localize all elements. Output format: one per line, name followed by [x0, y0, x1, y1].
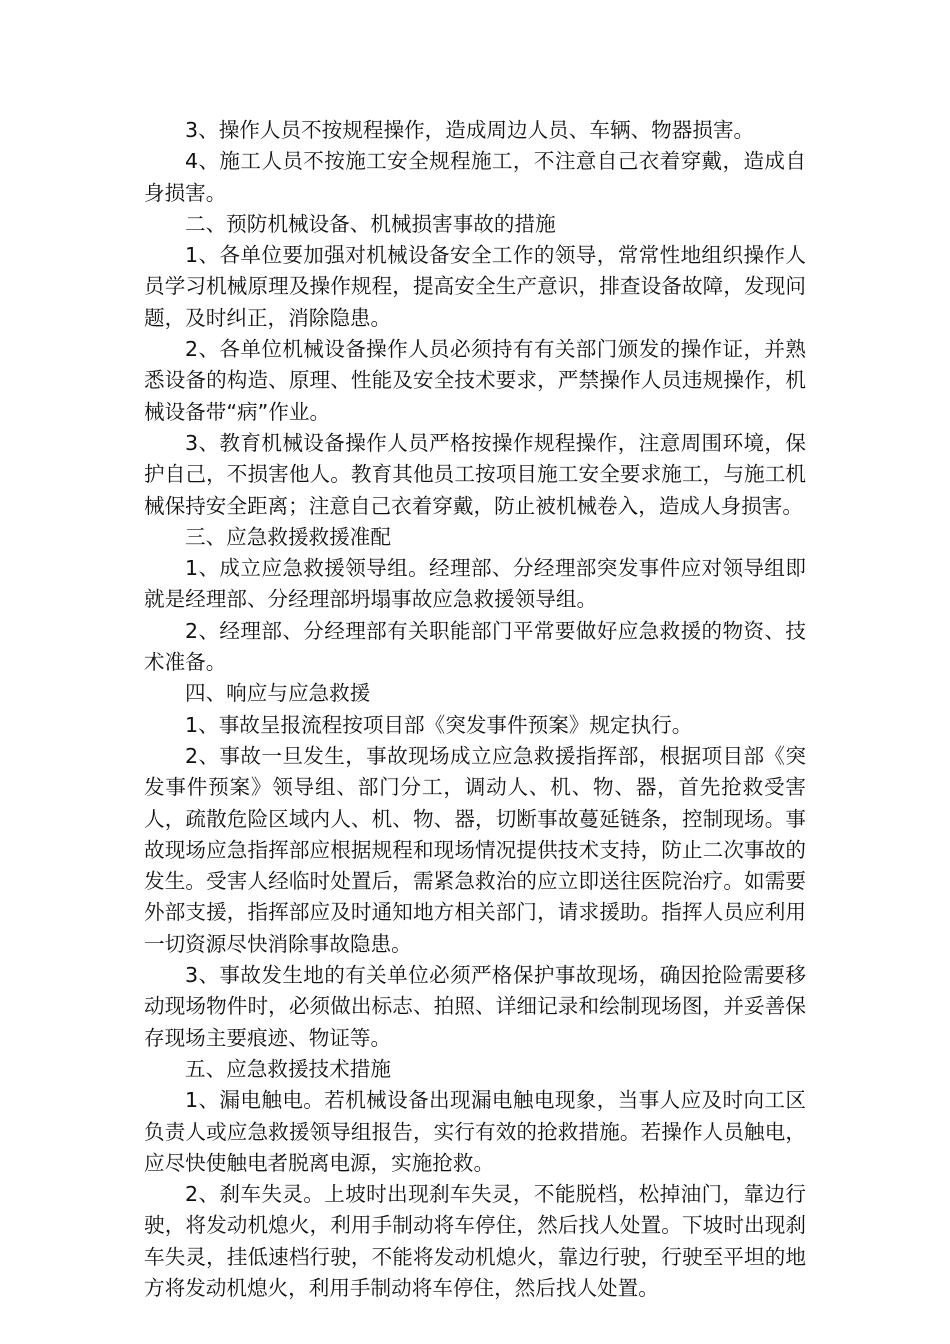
- list-item-paragraph: 3、教育机械设备操作人员严格按操作规程操作，注意周围环境，保护自己，不损害他人。教育其他员工按项目施工安全要求施工，与施工机械保持安全距离；注意自己衣着穿戴，防止被机械卷入，造成人身损害。: [144, 430, 806, 518]
- list-item-paragraph: 1、成立应急救援领导组。经理部、分经理部突发事件应对领导组即就是经理部、分经理部坍塌事故应急救援领导组。: [144, 556, 806, 612]
- section-heading: 五、应急救援技术措施: [185, 1056, 391, 1081]
- document-body: [144, 115, 806, 1304]
- section-heading: 三、应急救援救援准配: [185, 524, 391, 549]
- list-item-paragraph: 2、事故一旦发生，事故现场成立应急救援指挥部，根据项目部《突发事件预案》领导组、部门分工，调动人、机、物、器，首先抢救受害人，疏散危险区域内人、机、物、器，切断事故蔓延链条，控制现场。事故现场应急指挥部应根据规程和现场情况提供技术支持，防止二次事故的发生。受害人经临时处置后，需紧急救治的应立即送往医院治疗。如需要外部支援，指挥部应及时通知地方相关部门，请求援助。指挥人员应利用一切资源尽快消除事故隐患。: [144, 743, 806, 956]
- list-item-paragraph: 3、操作人员不按规程操作，造成周边人员、车辆、物器损害。: [185, 118, 755, 142]
- list-item-paragraph: 2、各单位机械设备操作人员必须持有有关部门颁发的操作证，并熟悉设备的构造、原理、性能及安全技术要求，严禁操作人员违规操作，机械设备带“病”作业。: [144, 337, 806, 424]
- list-item-paragraph: 4、施工人员不按施工安全规程施工，不注意自己衣着穿戴，造成自身损害。: [144, 149, 806, 205]
- section-heading: 二、预防机械设备、机械损害事故的措施: [185, 211, 556, 236]
- list-item-paragraph: 3、事故发生地的有关单位必须严格保护事故现场，确因抢险需要移动现场物件时，必须做出标志、拍照、详细记录和绘制现场图，并妥善保存现场主要痕迹、物证等。: [144, 963, 806, 1050]
- section-heading: 四、响应与应急救援: [185, 681, 371, 706]
- list-item-paragraph: 1、各单位要加强对机械设备安全工作的领导，常常性地组织操作人员学习机械原理及操作规程，提高安全生产意识，排查设备故障，发现问题，及时纠正，消除隐患。: [144, 243, 806, 330]
- list-item-paragraph: 1、漏电触电。若机械设备出现漏电触电现象，当事人应及时向工区负责人或应急救援领导组报告，实行有效的抢救措施。若操作人员触电，应尽快使触电者脱离电源，实施抢救。: [144, 1088, 806, 1175]
- list-item-paragraph: 2、经理部、分经理部有关职能部门平常要做好应急救援的物资、技术准备。: [144, 618, 806, 675]
- list-item-paragraph: 1、事故呈报流程按项目部《突发事件预案》规定执行。: [185, 712, 693, 737]
- list-item-paragraph: 2、刹车失灵。上坡时出现刹车失灵，不能脱档，松掉油门，靠边行驶，将发动机熄火，利用手制动将车停住，然后找人处置。下坡时出现刹车失灵，挂低速档行驶，不能将发动机熄火，靠边行驶，行驶至平坦的地方将发动机熄火，利用手制动将车停住，然后找人处置。: [144, 1182, 806, 1300]
